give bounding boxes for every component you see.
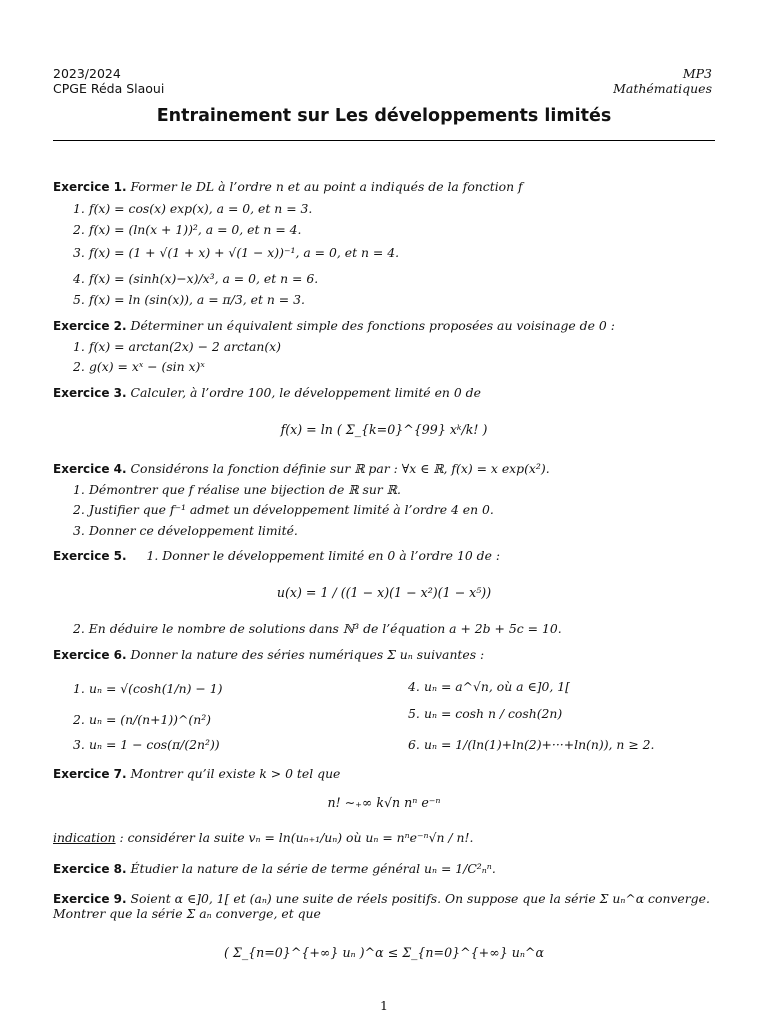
ex5-item-2: 2. En déduire le nombre de solutions dans ℕ³ de l’équation a + 2b + 5c = 10. xyxy=(73,621,562,636)
school-year: 2023/2024 xyxy=(53,66,121,81)
exercise-1-statement: Former le DL à l’ordre n et au point a indiqués de la fonction f xyxy=(130,179,523,194)
ex5-formula: u(x) = 1 / ((1 − x)(1 − x²)(1 − x⁵)) xyxy=(276,585,492,600)
exercise-9-line-1: Soient α ∈]0, 1[ et (aₙ) une suite de réels positifs. On suppose que la série Σ uₙ^α converge. xyxy=(130,891,710,906)
page-title: Entrainement sur Les développements limités xyxy=(156,106,612,126)
exercise-8-label: Exercice 8. xyxy=(53,862,127,876)
exercise-8-statement: Étudier la nature de la série de terme général uₙ = 1/C²ₙⁿ. xyxy=(130,861,496,876)
page-number: 1 xyxy=(380,998,388,1013)
exercise-6-label: Exercice 6. xyxy=(53,648,127,662)
exercise-9-label: Exercice 9. xyxy=(53,892,127,906)
exercise-2-label: Exercice 2. xyxy=(53,319,127,333)
ex2-item-1: 1. f(x) = arctan(2x) − 2 arctan(x) xyxy=(73,339,281,354)
exercise-7-label: Exercice 7. xyxy=(53,767,127,781)
subject-name: Mathématiques xyxy=(613,81,712,96)
ex6-item-6: 6. uₙ = 1/(ln(1)+ln(2)+···+ln(n)), n ≥ 2. xyxy=(408,737,655,752)
exercise-9-line-2: Montrer que la série Σ aₙ converge, et que xyxy=(53,906,321,921)
exercise-2-heading xyxy=(53,318,717,334)
exercise-4-label: Exercice 4. xyxy=(53,462,127,476)
class-name: MP3 xyxy=(682,66,712,81)
ex2-item-2: 2. g(x) = xˣ − (sin x)ˣ xyxy=(73,359,205,374)
indication-label: indication xyxy=(53,830,116,845)
ex1-item-4: 4. f(x) = (sinh(x)−x)/x³, a = 0, et n = 6. xyxy=(73,271,319,286)
ex4-item-1: 1. Démontrer que f réalise une bijection de ℝ sur ℝ. xyxy=(73,482,401,497)
ex6-item-2: 2. uₙ = (n/(n+1))^(n²) xyxy=(73,712,211,727)
ex3-formula: f(x) = ln ( Σ_{k=0}^{99} xᵏ/k! ) xyxy=(280,422,488,437)
ex7-indication xyxy=(53,830,717,845)
exercise-4-statement: Considérons la fonction définie sur ℝ par : ∀x ∈ ℝ, f(x) = x exp(x²). xyxy=(130,461,550,476)
ex1-item-1: 1. f(x) = cos(x) exp(x), a = 0, et n = 3. xyxy=(73,201,313,216)
indication-text: : considérer la suite vₙ = ln(uₙ₊₁/uₙ) où uₙ = nⁿe⁻ⁿ√n / n!. xyxy=(115,830,474,845)
ex1-item-3: 3. f(x) = (1 + √(1 + x) + √(1 − x))⁻¹, a = 0, et n = 4. xyxy=(73,245,400,260)
ex6-item-1: 1. uₙ = √(cosh(1/n) − 1) xyxy=(73,681,223,696)
exercise-7-heading xyxy=(53,766,717,782)
exercise-2-statement: Déterminer un équivalent simple des fonctions proposées au voisinage de 0 : xyxy=(130,318,615,333)
ex6-item-5: 5. uₙ = cosh n / cosh(2n) xyxy=(408,706,563,721)
exercise-5-label: Exercice 5. xyxy=(53,549,127,563)
ex4-item-3: 3. Donner ce développement limité. xyxy=(73,523,298,538)
school-name: CPGE Réda Slaoui xyxy=(53,81,165,96)
ex5-item-1: 1. Donner le développement limité en 0 à l’ordre 10 de : xyxy=(146,548,501,563)
ex6-item-4: 4. uₙ = a^√n, où a ∈]0, 1[ xyxy=(408,679,570,694)
ex9-formula: ( Σ_{n=0}^{+∞} uₙ )^α ≤ Σ_{n=0}^{+∞} uₙ^α xyxy=(224,945,544,960)
ex7-formula: n! ∼₊∞ k√n nⁿ e⁻ⁿ xyxy=(327,795,441,810)
title-rule xyxy=(53,140,715,141)
exercise-8-heading xyxy=(53,861,717,877)
ex4-item-2: 2. Justifier que f⁻¹ admet un développement limité à l’ordre 4 en 0. xyxy=(73,502,494,517)
exercise-3-heading xyxy=(53,385,717,401)
exercise-9-heading xyxy=(53,891,717,907)
exercise-3-label: Exercice 3. xyxy=(53,386,127,400)
ex6-item-3: 3. uₙ = 1 − cos(π/(2n²)) xyxy=(73,737,220,752)
exercise-1-heading xyxy=(53,179,717,195)
exercise-7-statement: Montrer qu’il existe k > 0 tel que xyxy=(130,766,341,781)
exercise-5-heading xyxy=(53,548,717,564)
exercise-4-heading xyxy=(53,461,717,477)
exercise-3-statement: Calculer, à l’ordre 100, le développement limité en 0 de xyxy=(130,385,481,400)
ex1-item-5: 5. f(x) = ln (sin(x)), a = π/3, et n = 3. xyxy=(73,292,305,307)
exercise-6-heading xyxy=(53,647,717,663)
ex1-item-2: 2. f(x) = (ln(x + 1))², a = 0, et n = 4. xyxy=(73,222,302,237)
exercise-1-label: Exercice 1. xyxy=(53,180,127,194)
exercise-6-statement: Donner la nature des séries numériques Σ uₙ suivantes : xyxy=(130,647,485,662)
